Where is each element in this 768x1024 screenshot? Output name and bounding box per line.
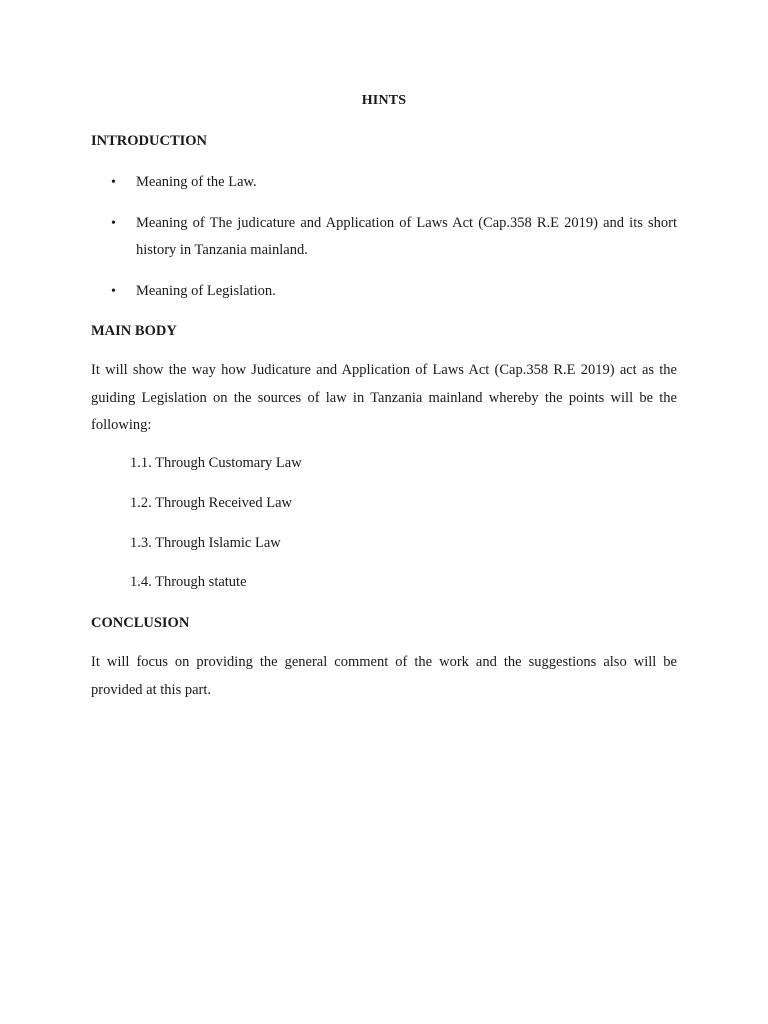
numbered-point: 1.2. Through Received Law <box>130 495 293 511</box>
main-body-paragraph: It will show the way how Judicature and Application of Laws Act (Cap.358 R.E 2019) act as the guiding Legislation on the sources of law in Tanzania mainland whereby the points will be the following: <box>91 362 677 433</box>
numbered-point: 1.1. Through Customary Law <box>130 455 302 471</box>
introduction-heading: INTRODUCTION <box>91 133 208 149</box>
bullet-text: Meaning of Legislation. <box>136 283 276 299</box>
numbered-point: 1.4. Through statute <box>130 574 247 590</box>
main-body-heading: MAIN BODY <box>91 323 177 339</box>
numbered-point: 1.3. Through Islamic Law <box>130 535 281 551</box>
document-title: HINTS <box>361 93 407 108</box>
conclusion-heading: CONCLUSION <box>91 615 190 631</box>
bullet-text: Meaning of The judicature and Application of Laws Act (Cap.358 R.E 2019) and its short history in Tanzania mainland. <box>136 215 677 258</box>
list-item <box>91 210 677 264</box>
bullet-icon: • <box>111 284 116 299</box>
list-item <box>91 169 677 196</box>
bullet-icon: • <box>111 175 116 190</box>
conclusion-paragraph: It will focus on providing the general comment of the work and the suggestions also will be provided at this part. <box>91 654 677 698</box>
bullet-icon: • <box>111 216 116 231</box>
list-item <box>91 278 677 305</box>
bullet-text: Meaning of the Law. <box>136 174 257 190</box>
